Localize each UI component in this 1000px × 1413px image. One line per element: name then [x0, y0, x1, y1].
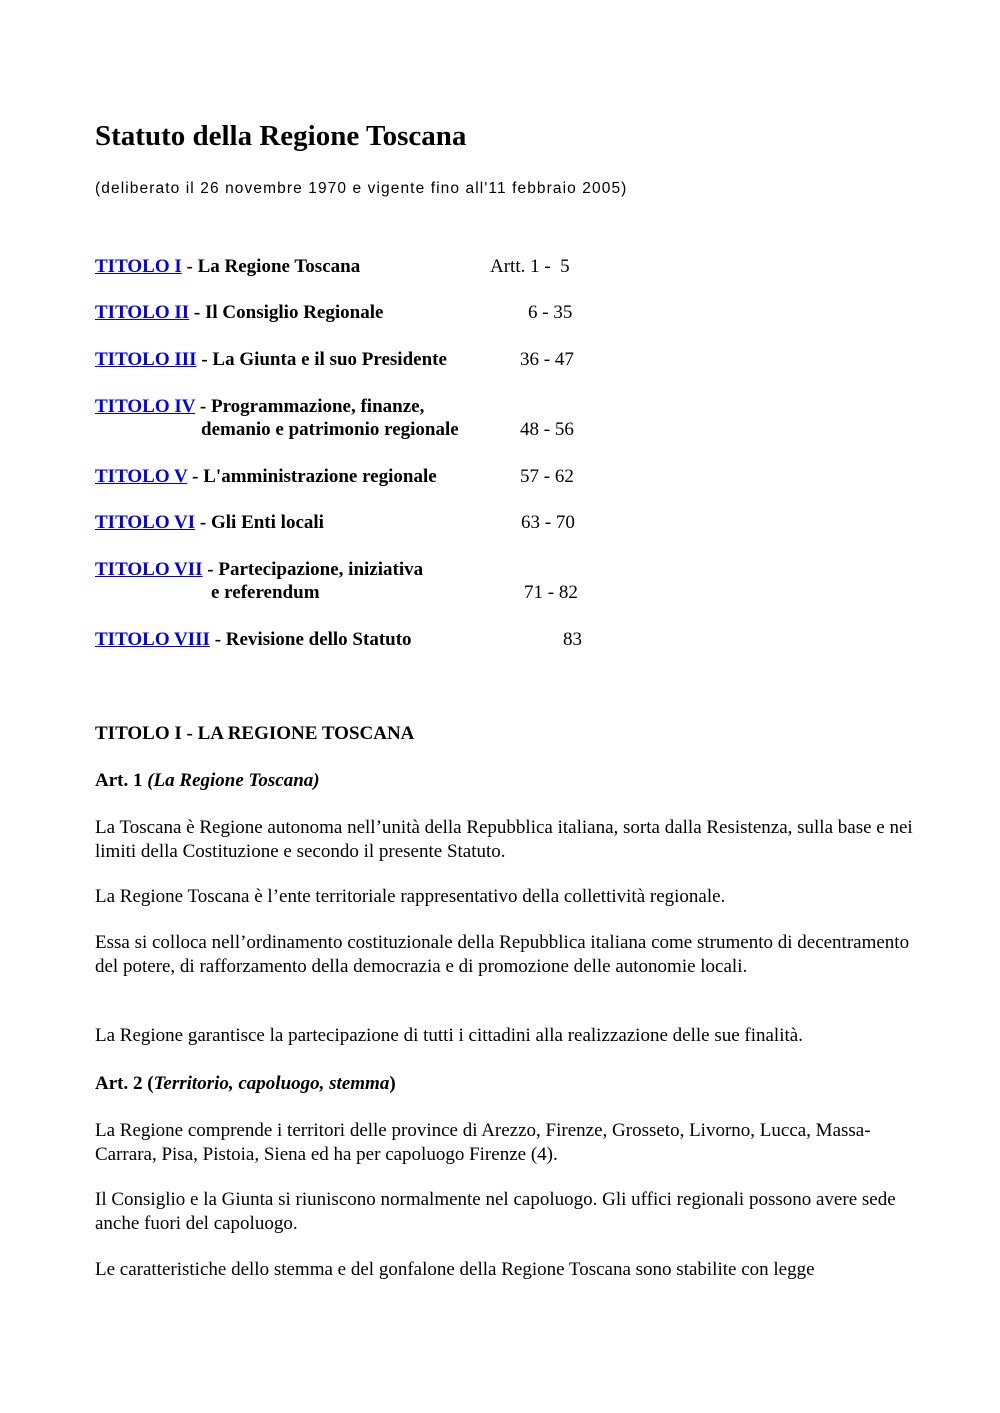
toc-text: - La Giunta e il suo Presidente — [196, 349, 447, 370]
toc-text: - La Regione Toscana — [181, 256, 361, 277]
toc-link-titolo-4[interactable]: TITOLO IV — [95, 396, 196, 417]
toc-text-continuation: demanio e patrimonio regionale — [201, 419, 459, 440]
toc-entry-3 — [95, 348, 615, 371]
toc-text: - L'amministrazione regionale — [187, 466, 437, 487]
toc-entry-2 — [95, 301, 615, 324]
toc-article-range: 48 - 56 — [520, 419, 574, 440]
toc-link-titolo-8[interactable]: TITOLO VIII — [95, 629, 210, 650]
toc-text: - Il Consiglio Regionale — [189, 302, 384, 323]
article-2-paragraph-1: La Regione comprende i territori delle province di Arezzo, Firenze, Grosseto, Livorno, Lucca, Massa-Carrara, Pisa, Pistoia, Siena ed ha per capoluogo Firenze (4). — [95, 1120, 871, 1165]
toc-article-range: 6 - 35 — [528, 302, 573, 323]
article-subject-open: ( — [142, 1073, 154, 1094]
article-1-paragraph-2: La Regione Toscana è l’ente territoriale rappresentativo della collettività regionale. — [95, 886, 726, 907]
toc-article-range: 71 - 82 — [524, 582, 578, 603]
article-1-paragraph-4: La Regione garantisce la partecipazione di tutti i cittadini alla realizzazione delle sue finalità. — [95, 1025, 803, 1046]
toc-link-titolo-2[interactable]: TITOLO II — [95, 302, 190, 323]
article-2-paragraph-3: Le caratteristiche dello stemma e del gonfalone della Regione Toscana sono stabilite con legge — [95, 1259, 815, 1280]
toc-article-range: 57 - 62 — [520, 466, 574, 487]
toc-link-titolo-6[interactable]: TITOLO VI — [95, 512, 196, 533]
toc-article-range: 83 — [563, 629, 582, 650]
toc-text: - Partecipazione, iniziativa — [202, 559, 424, 580]
toc-article-range: 63 - 70 — [521, 512, 575, 533]
toc-entry-6 — [95, 511, 615, 534]
toc-link-titolo-3[interactable]: TITOLO III — [95, 349, 197, 370]
article-subject: Territorio, capoluogo, stemma — [153, 1073, 390, 1094]
article-2-paragraph-2: Il Consiglio e la Giunta si riuniscono normalmente nel capoluogo. Gli uffici regionali possono avere sede anche fuori del capoluogo. — [95, 1189, 896, 1234]
article-1-heading — [95, 769, 320, 792]
toc-link-titolo-5[interactable]: TITOLO V — [95, 466, 188, 487]
article-1-paragraph-1: La Toscana è Regione autonoma nell’unità della Repubblica italiana, sorta dalla Resistenza, sulla base e nei limiti della Costituzione e secondo il presente Statuto. — [95, 817, 913, 862]
article-2-heading — [95, 1072, 396, 1095]
toc-text: - Programmazione, finanze, — [195, 396, 425, 417]
toc-article-range: Artt. 1 - 5 — [490, 256, 570, 277]
article-label: Art. 2 — [95, 1073, 143, 1094]
section-heading: TITOLO I - LA REGIONE TOSCANA — [95, 723, 415, 744]
toc-entry-1 — [95, 255, 615, 278]
article-subject-close: ) — [389, 1073, 396, 1094]
document-title: Statuto della Regione Toscana — [95, 120, 467, 152]
toc-entry-4 — [95, 395, 615, 440]
toc-article-range: 36 - 47 — [520, 349, 574, 370]
toc-entry-5 — [95, 465, 615, 488]
document-subtitle: (deliberato il 26 novembre 1970 e vigente fino all'11 febbraio 2005) — [95, 180, 628, 197]
article-subject: (La Regione Toscana) — [147, 770, 320, 791]
toc-text-continuation: e referendum — [211, 582, 320, 603]
toc-entry-7 — [95, 558, 615, 603]
article-1-paragraph-3: Essa si colloca nell’ordinamento costituzionale della Repubblica italiana come strumento di decentramento del potere, di rafforzamento della democrazia e di promozione delle autonomie locali. — [95, 932, 910, 977]
toc-text: - Gli Enti locali — [195, 512, 324, 533]
toc-text: - Revisione dello Statuto — [209, 629, 412, 650]
toc-entry-8 — [95, 628, 615, 651]
toc-link-titolo-1[interactable]: TITOLO I — [95, 256, 182, 277]
toc-link-titolo-7[interactable]: TITOLO VII — [95, 559, 203, 580]
article-label: Art. 1 — [95, 770, 143, 791]
